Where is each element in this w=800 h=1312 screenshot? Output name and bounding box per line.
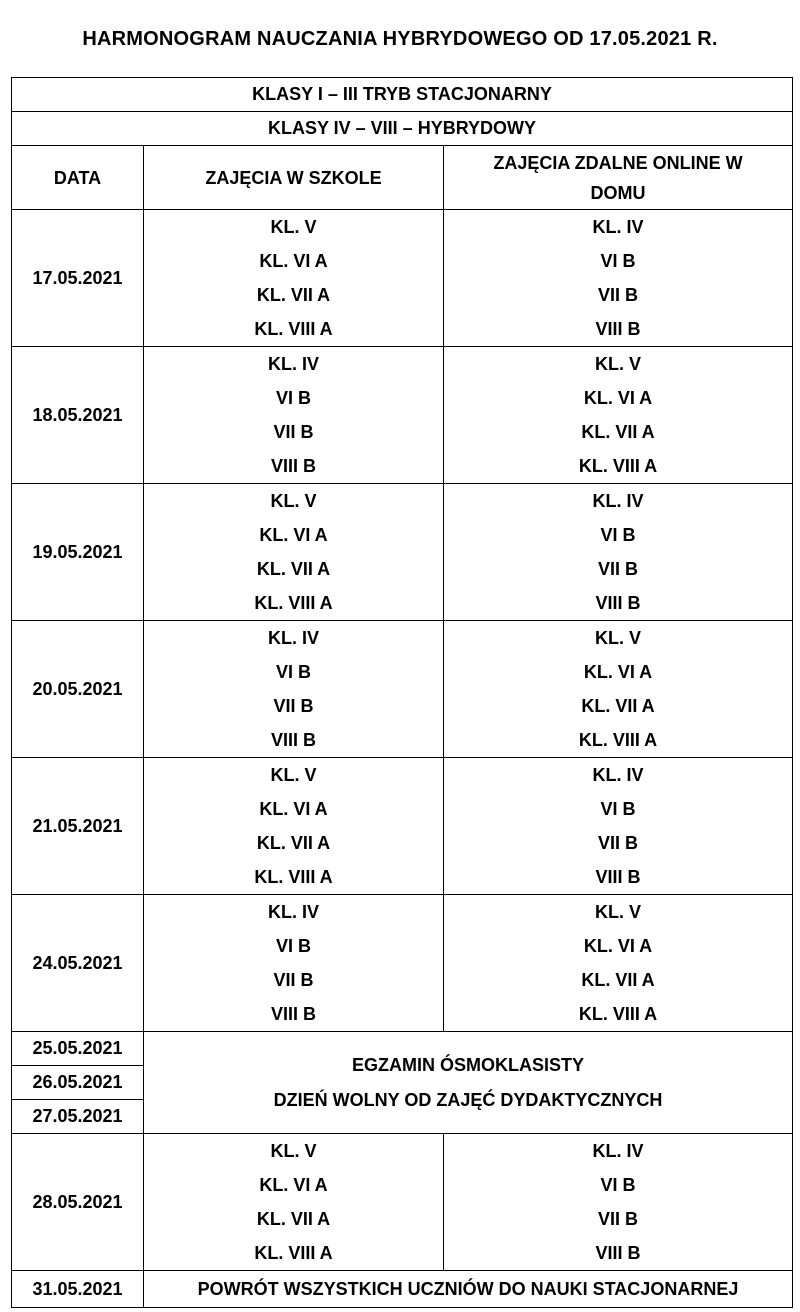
- class-label: KL. VII A: [256, 559, 331, 579]
- class-label: KL. IV: [592, 1141, 644, 1161]
- date-cell: 31.05.2021: [12, 1271, 144, 1308]
- table-row: [12, 1134, 793, 1271]
- header-date: DATA: [12, 146, 144, 210]
- header-remote-label: ZAJĘCIA ZDALNE ONLINE W DOMU: [493, 152, 743, 203]
- class-label: VIII B: [270, 456, 316, 476]
- school-classes-cell: [144, 347, 444, 484]
- date-cell: 28.05.2021: [12, 1134, 144, 1271]
- class-label: KL. V: [595, 902, 642, 922]
- class-label: VI B: [600, 1175, 636, 1195]
- remote-classes-cell: [444, 758, 793, 895]
- class-label: VII B: [273, 422, 314, 442]
- class-label: KL. VI A: [583, 936, 653, 956]
- schedule-table: [11, 77, 793, 1308]
- class-label: KL. VI A: [583, 388, 653, 408]
- class-label: VI B: [275, 662, 311, 682]
- table-row: [12, 758, 793, 895]
- table-row: [12, 210, 793, 347]
- class-label: VII B: [273, 970, 314, 990]
- school-classes-cell: [144, 758, 444, 895]
- class-label: KL. V: [270, 765, 317, 785]
- class-label: KL. VI A: [583, 662, 653, 682]
- header-row: [12, 146, 793, 210]
- class-label: VII B: [598, 285, 639, 305]
- class-label: VII B: [598, 833, 639, 853]
- class-label: KL. VII A: [256, 285, 331, 305]
- class-label: VIII B: [595, 319, 641, 339]
- banner-grades-1-3: KLASY I – III TRYB STACJONARNY: [12, 78, 793, 112]
- class-label: VIII B: [595, 867, 641, 887]
- class-label: VIII B: [595, 1243, 641, 1263]
- class-label: KL. VIII A: [254, 1243, 333, 1263]
- class-label: VI B: [600, 799, 636, 819]
- final-row: [12, 1271, 793, 1308]
- exam-title: EGZAMIN ÓSMOKLASISTY: [352, 1054, 585, 1075]
- school-classes-cell: [144, 210, 444, 347]
- school-classes-cell: [144, 621, 444, 758]
- banner-grades-4-8: KLASY IV – VIII – HYBRYDOWY: [12, 112, 793, 146]
- class-label: KL. IV: [592, 491, 644, 511]
- exam-notice-cell: [144, 1032, 793, 1134]
- banner-row-grades-1-3: [12, 78, 793, 112]
- date-cell: 27.05.2021: [12, 1100, 144, 1134]
- class-label: VII B: [273, 696, 314, 716]
- header-remote: [444, 146, 793, 210]
- class-label: KL. VIII A: [254, 593, 333, 613]
- class-label: VI B: [275, 388, 311, 408]
- class-label: KL. VIII A: [254, 319, 333, 339]
- date-cell: 19.05.2021: [12, 484, 144, 621]
- class-label: KL. IV: [592, 217, 644, 237]
- class-label: KL. VIII A: [254, 867, 333, 887]
- class-label: VI B: [275, 936, 311, 956]
- remote-classes-cell: [444, 621, 793, 758]
- class-label: VIII B: [595, 593, 641, 613]
- class-label: VII B: [598, 1209, 639, 1229]
- class-label: KL. VIII A: [578, 730, 658, 750]
- class-label: KL. IV: [592, 765, 644, 785]
- day-off-note: DZIEŃ WOLNY OD ZAJĘĆ DYDAKTYCZNYCH: [273, 1089, 663, 1110]
- class-label: KL. VI A: [259, 525, 328, 545]
- class-label: KL. V: [595, 354, 642, 374]
- date-cell: 21.05.2021: [12, 758, 144, 895]
- table-row: [12, 347, 793, 484]
- class-label: VIII B: [270, 1004, 316, 1024]
- date-cell: 26.05.2021: [12, 1066, 144, 1100]
- date-cell: 20.05.2021: [12, 621, 144, 758]
- class-label: KL. VII A: [256, 833, 331, 853]
- remote-classes-cell: [444, 1134, 793, 1271]
- class-label: KL. V: [270, 491, 317, 511]
- class-label: KL. IV: [267, 354, 319, 374]
- date-cell: 18.05.2021: [12, 347, 144, 484]
- header-school: ZAJĘCIA W SZKOLE: [144, 146, 444, 210]
- table-row: [12, 621, 793, 758]
- date-cell: 24.05.2021: [12, 895, 144, 1032]
- school-classes-cell: [144, 1134, 444, 1271]
- class-label: KL. V: [595, 628, 642, 648]
- class-label: KL. VIII A: [578, 456, 658, 476]
- banner-row-grades-4-8: [12, 112, 793, 146]
- document-title: HARMONOGRAM NAUCZANIA HYBRYDOWEGO OD 17.05.2021 R.: [82, 28, 718, 50]
- table-row: [12, 484, 793, 621]
- return-notice: POWRÓT WSZYSTKICH UCZNIÓW DO NAUKI STACJONARNEJ: [144, 1271, 793, 1308]
- class-label: KL. VII A: [581, 970, 655, 990]
- date-cell: 17.05.2021: [12, 210, 144, 347]
- class-label: KL. VII A: [581, 422, 655, 442]
- class-label: KL. V: [270, 217, 317, 237]
- class-label: KL. VII A: [581, 696, 655, 716]
- date-cell: 25.05.2021: [12, 1032, 144, 1066]
- exam-row: [12, 1032, 793, 1066]
- remote-classes-cell: [444, 484, 793, 621]
- class-label: KL. VI A: [259, 799, 328, 819]
- remote-classes-cell: [444, 210, 793, 347]
- class-label: KL. V: [270, 1141, 317, 1161]
- remote-classes-cell: [444, 347, 793, 484]
- class-label: VII B: [598, 559, 639, 579]
- class-label: KL. VIII A: [578, 1004, 658, 1024]
- class-label: KL. VI A: [259, 1175, 328, 1195]
- table-row: [12, 895, 793, 1032]
- school-classes-cell: [144, 484, 444, 621]
- class-label: KL. IV: [267, 628, 319, 648]
- class-label: VI B: [600, 251, 636, 271]
- class-label: KL. VI A: [259, 251, 328, 271]
- remote-classes-cell: [444, 895, 793, 1032]
- class-label: VI B: [600, 525, 636, 545]
- class-label: KL. VII A: [256, 1209, 331, 1229]
- class-label: VIII B: [270, 730, 316, 750]
- class-label: KL. IV: [267, 902, 319, 922]
- school-classes-cell: [144, 895, 444, 1032]
